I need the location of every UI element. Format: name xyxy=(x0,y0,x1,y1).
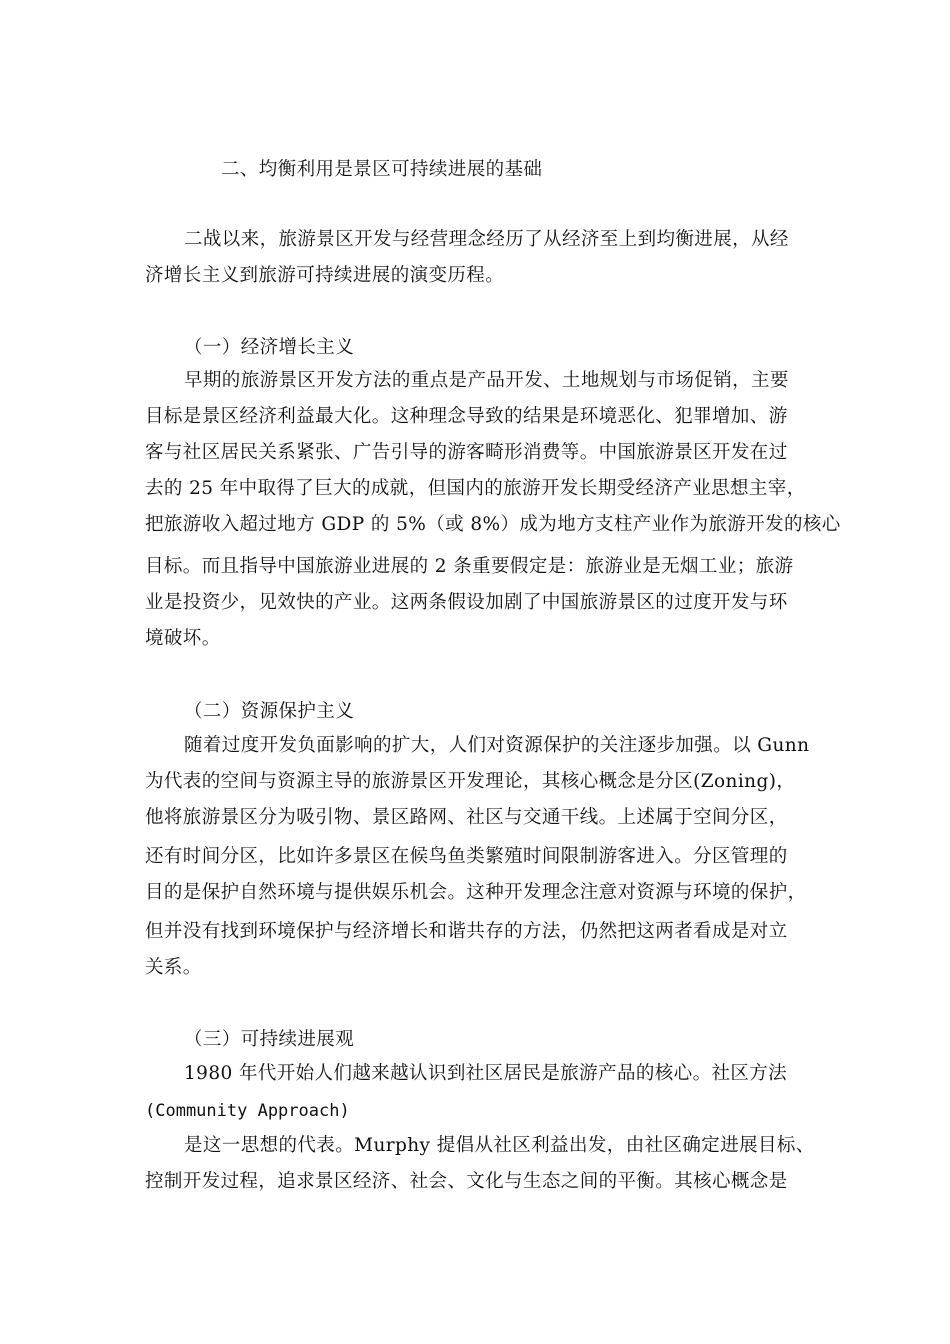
part2-line-4: 还有时间分区，比如许多景区在候鸟鱼类繁殖时间限制游客进入。分区管理的 xyxy=(145,846,788,867)
part2-line-7: 关系。 xyxy=(145,957,202,978)
intro-line-1: 二战以来，旅游景区开发与经营理念经历了从经济至上到均衡进展，从经 xyxy=(184,229,789,250)
part1-line-6: 目标。而且指导中国旅游业进展的 2 条重要假定是：旅游业是无烟工业；旅游 xyxy=(145,556,794,577)
part1-line-7: 业是投资少，见效快的产业。这两条假设加剧了中国旅游景区的过度开发与环 xyxy=(145,592,788,613)
part2-title: （二）资源保护主义 xyxy=(184,701,355,722)
part2-line-5: 目的是保护自然环境与提供娱乐机会。这种开发理念注意对资源与环境的保护， xyxy=(145,882,807,903)
part3-line-4: 控制开发过程，追求景区经济、社会、文化与生态之间的平衡。其核心概念是 xyxy=(145,1171,788,1192)
part3-line-3: 是这一思想的代表。Murphy 提倡从社区利益出发，由社区确定进展目标、 xyxy=(184,1135,815,1156)
part1-line-3: 客与社区居民关系紧张、广告引导的游客畸形消费等。中国旅游景区开发在过 xyxy=(145,442,788,463)
part2-line-6: 但并没有找到环境保护与经济增长和谐共存的方法，仍然把这两者看成是对立 xyxy=(145,921,788,942)
part3-line-1: 1980 年代开始人们越来越认识到社区居民是旅游产品的核心。社区方法 xyxy=(184,1063,788,1084)
part2-line-1: 随着过度开发负面影响的扩大，人们对资源保护的关注逐步加强。以 Gunn xyxy=(184,735,810,756)
part1-line-2: 目标是景区经济利益最大化。这种理念导致的结果是环境恶化、犯罪增加、游 xyxy=(145,406,788,427)
part1-line-5: 把旅游收入超过地方 GDP 的 5%（或 8%）成为地方支柱产业作为旅游开发的核心 xyxy=(145,514,841,535)
part3-title: （三）可持续进展观 xyxy=(184,1029,355,1050)
part1-line-4: 去的 25 年中取得了巨大的成就，但国内的旅游开发长期受经济产业思想主宰， xyxy=(145,478,806,499)
section-title: 二、均衡利用是景区可持续进展的基础 xyxy=(221,159,543,180)
part2-line-3: 他将旅游景区分为吸引物、景区路网、社区与交通干线。上述属于空间分区， xyxy=(145,807,788,828)
intro-line-2: 济增长主义到旅游可持续进展的演变历程。 xyxy=(145,265,505,286)
part1-line-8: 境破坏。 xyxy=(145,628,221,649)
part1-line-1: 早期的旅游景区开发方法的重点是产品开发、土地规划与市场促销，主要 xyxy=(184,370,789,391)
part2-line-2: 为代表的空间与资源主导的旅游景区开发理论，其核心概念是分区(Zoning)， xyxy=(145,771,796,792)
part1-title: （一）经济增长主义 xyxy=(184,337,355,358)
part3-line-2: (Community Approach) xyxy=(145,1101,350,1121)
